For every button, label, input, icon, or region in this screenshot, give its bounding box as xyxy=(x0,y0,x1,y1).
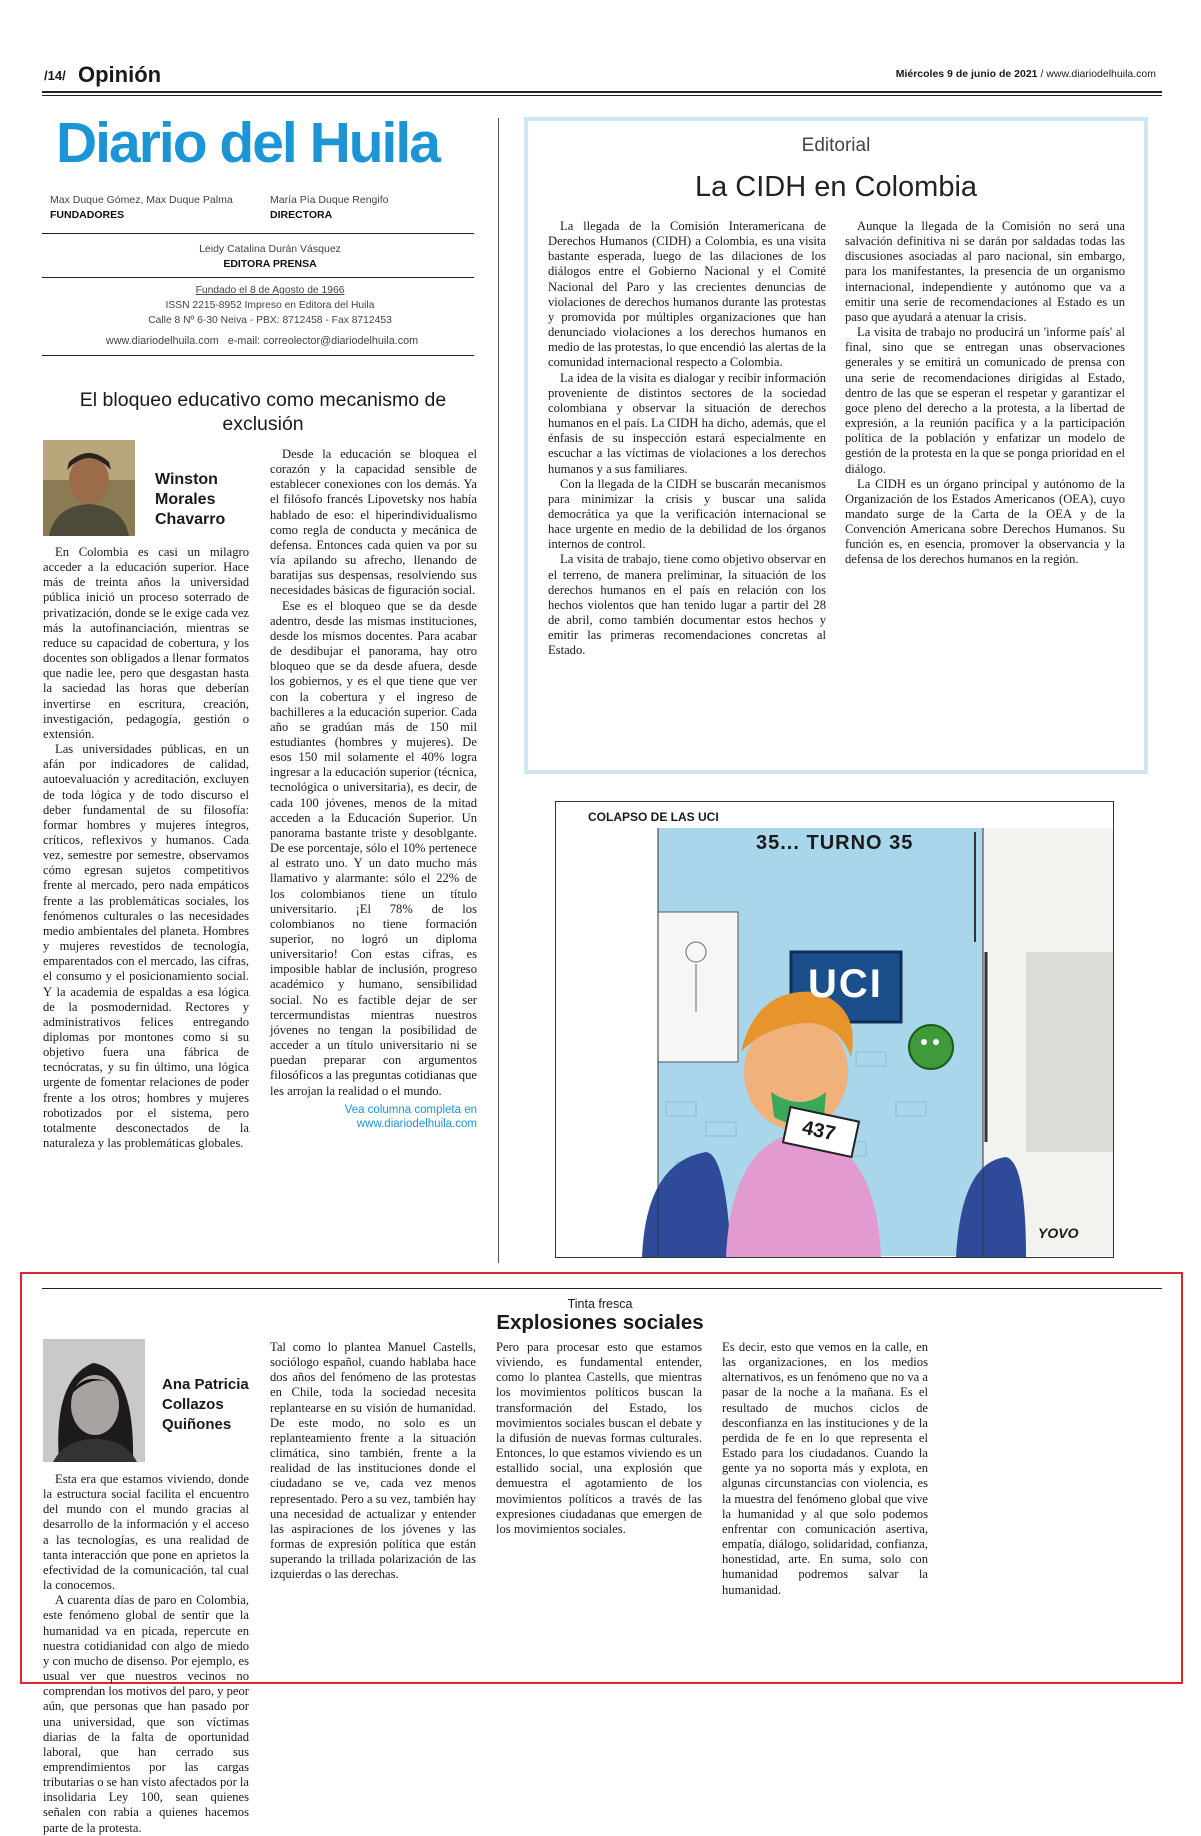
column2-title: Explosiones sociales xyxy=(496,1311,704,1334)
masthead-rule-3 xyxy=(42,355,474,356)
email-link[interactable]: e-mail: correolector@diariodelhuila.com xyxy=(227,335,419,347)
editor-label: EDITORA PRENSA xyxy=(223,258,317,270)
column1-paragraph-4: Ese es el bloqueo que se da desde adentro, desde las mismas instituciones, desde los mismos docentes. Para acabar de desdibujar el panorama, hay otro bloqueo que se da desde afuera, desde los gobiernos, y es el que tiene que ver con la cobertura y el ingreso de bachilleres a la educación superior. Cada año se gradúan más de 150 mil estudiantes (hombres y mujeres). De esos 150 mil solamente el 40% logra ingresar a la educación superior (técnica, tecnológica o universitaria), es decir, de cada 100 jóvenes, menos de la mitad acceden a la Educación Superior. Un panorama bastante triste y desoblgante. De ese porcentaje, sólo el 10% pertenece al estrato uno. Y un dato mucho más llamativo y alarmante: sólo el 22% de los colombianos tiene un título universitario. ¡El 78% de los colombianos no tiene formación superior, no logró un diploma universitario! Con estas cifras, es imposible hablar de inclusión, progreso académico y humano, sensibilidad social. No es factible dejar de ser tercermundistas mientras nuestros jóvenes no tengan la posibilidad de acceder a un título universitario ni se puedan preparar con argumentos filosóficos a las preguntas cotidianas que les arrojan la realidad o el mundo. xyxy=(270,598,477,1098)
column2-paragraph-4: Pero para procesar esto que estamos viviendo, es fundamental entender, como lo plantea Castells, que mientras los movimientos políticos buscan la transformación del Estado, los movimientos sociales buscan el debate y la difusión de nuevas formas culturales. Entonces, lo que estamos viviendo es un estallido social, una explosión que demuestra el agotamiento de los movimientos políticos a través de las expresiones ciudadanas que emergen de los movimientos sociales. xyxy=(496,1340,702,1536)
editorial-paragraph-6: La visita de trabajo no producirá un 'informe país' al final, sino que se entregan unas observaciones generales y se emitirá un comunicado de prensa con una serie de recomendaciones dirigidas al Estado, dentro de las que se esperan el respetar y garantizar el goce pleno del derecho a la protesta, a la libertad de expresión, a la reunión pacífica y a la participación política de la población y enfatizar un modelo de gestión de la protesta en la que se ponga prioridad en el diálogo. xyxy=(845,325,1125,476)
column1-more-line-2: www.diariodelhuila.com xyxy=(356,1117,477,1130)
masthead-rule-1 xyxy=(42,233,474,234)
editor-name: Leidy Catalina Durán Vásquez xyxy=(199,243,341,255)
editorial-kicker: Editorial xyxy=(801,135,871,156)
issue-date xyxy=(896,68,1156,80)
director-block xyxy=(270,194,460,221)
author-photo-winston xyxy=(43,440,135,536)
column2-top-rule xyxy=(42,1288,1162,1289)
address-line: Calle 8 Nº 6-30 Neiva - PBX: 8712458 - Fax 8712453 xyxy=(148,315,392,326)
column1-more-line-1: Vea columna completa en xyxy=(344,1103,477,1116)
issue-date-text: Miércoles 9 de junio de 2021 xyxy=(895,68,1038,80)
column2-paragraph-3: Tal como lo plantea Manuel Castells, sociólogo español, cuando hablaba hace dos años del fenómeno de las protestas en Chile, toda la sociedad necesita replantearse en su visión de humanidad. De este modo, no solo es un replanteamiento frente a la situación climática, sino también, frente a la realidad de las instituciones donde el ciudadano se ve, cada vez menos representado. Pero a su vez, también hay una necesidad de actualizar y entender las aspiraciones de los jóvenes y las formas de expresión política que están superando la trillada polarización de las izquierdas o las derechas. xyxy=(270,1340,476,1582)
issue-site: / www.diariodelhuila.com xyxy=(1040,68,1156,80)
column1-title: El bloqueo educativo como mecanismo de exclusión xyxy=(79,389,447,435)
editorial-paragraph-7: La CIDH es un órgano principal y autónomo de la Organización de los Estados Americanos (OEA), cuyo mandato surge de la Carta de la OEA y de la Convención Americana sobre Derechos Humanos. Su función es, en esencia, promover la observancia y la defensa de los derechos humanos en la región. xyxy=(845,476,1125,567)
section-title: Opinión xyxy=(78,62,162,87)
cartoon-sign-text: 35... TURNO 35 xyxy=(756,832,914,854)
header-rule xyxy=(42,91,1162,93)
founders-label: FUNDADORES xyxy=(50,209,125,221)
cartoon-door-text: UCI xyxy=(808,962,883,1006)
editorial-col-a xyxy=(548,219,826,659)
contact-line xyxy=(82,335,442,347)
web-link[interactable]: www.diariodelhuila.com xyxy=(105,335,219,347)
column1-paragraph-3: Desde la educación se bloquea el corazón y la capacidad sensible de establecer conexiones con los demás. Ya el filósofo francés Lipovetsky nos había hablado de eso: el hiperindividualismo como regla de conducta y mecánica de defensa. Entonces cada quien va por su vía apilando su afrecho, llenando de baratijas sus despensas, resolviendo sus necesidades básicas de figuración social. xyxy=(270,447,477,598)
editorial-paragraph-5: Aunque la llegada de la Comisión no será una salvación definitiva ni se darán por saldadas todas las discusiones asociadas al paro nacional, sin embargo, para los manifestantes, la presencia de un organismo internacional, independiente y autónomo que va a emitir una serie de recomendaciones al Estado es un paso que ayudará a atenuar la crisis. xyxy=(845,219,1125,324)
director-name: María Pía Duque Rengifo xyxy=(270,194,389,206)
column1-more-link[interactable] xyxy=(270,1103,477,1131)
editorial-col-b xyxy=(845,219,1125,568)
author-photo-ana xyxy=(43,1339,145,1462)
cartoon-caption: COLAPSO DE LAS UCI xyxy=(588,810,719,824)
column1-author: Winston Morales Chavarro xyxy=(155,471,226,528)
masthead-rule-2 xyxy=(42,277,474,278)
publication-info xyxy=(130,283,410,328)
founders-names: Max Duque Gómez, Max Duque Palma xyxy=(50,194,233,206)
editorial-paragraph-4: La visita de trabajo, tiene como objetivo observar en el terreno, de manera preliminar, la situación de los derechos humanos en el país en relación con los hechos violentos que han tenido lugar a partir del 28 de abril, como también documentar estos hechos y emitir las primeras recomendaciones concretas al Estado. xyxy=(548,552,826,658)
masthead-logo: Diario del Huila xyxy=(56,111,439,175)
editorial-title: La CIDH en Colombia xyxy=(694,171,978,203)
founders-block xyxy=(50,194,250,221)
editorial-box xyxy=(524,117,1148,774)
issn-line: ISSN 2215-8952 Impreso en Editora del Huila xyxy=(165,300,375,311)
column2-kicker: Tinta fresca xyxy=(567,1297,633,1311)
column2-paragraph-5: Es decir, esto que vemos en la calle, en las organizaciones, en los medios alternativos, es un fenómeno que no va a pasar de la noche a la mañana. Es el resultado de muchos ciclos de desconfianza en las instituciones y de la perdida de fe en lo que representa el Estado para los ciudadanos. Cuando la gente ya no soporta más y explota, en algunas circunstancias con violencia, es la muestra del fenómeno global que vive la humanidad y al que solo podemos enfrentar con comunicación asertiva, empatía, diálogo, solidaridad, confianza, honestidad, arte. En suma, solo con humanidad podremos salvar la humanidad. xyxy=(722,1340,928,1597)
cartoon-ticket-text: 437 xyxy=(800,1116,838,1146)
page-header xyxy=(42,62,1162,88)
director-label: DIRECTORA xyxy=(270,209,333,221)
column1-paragraph-1: En Colombia es casi un milagro acceder a la educación superior. Hace más de treinta años la universidad pública inició un proceso soterrado de privatización, donde se le exige cada vez más la autofinanciación, mientras se reduce su capacidad de cobertura, y los docentes son obligados a llenar formatos que nadie lee, pero que desgastan hasta la saciedad las horas que deberían invertirse en escritura, creación, investigación, pedagogía, gestión o extensión. xyxy=(43,545,249,741)
editorial-paragraph-3: Con la llegada de la CIDH se buscarán mecanismos para minimizar la crisis y buscar una salida democrática ya que la verificación internacional se hace urgente en medio de la debilidad de los órganos internos de control. xyxy=(548,476,826,552)
author-portrait-icon xyxy=(43,440,135,536)
header-rule-thin xyxy=(42,95,1162,96)
page-number: /14/ xyxy=(44,68,66,83)
editorial-paragraph-2: La idea de la visita es dialogar y recibir información proveniente de distintos sectores de la sociedad colombiana y observar la situación de derechos humanos en el país. La CIDH ha dicho, además, que el énfasis de su inspección estará especialmente en escuchar a las víctimas de violaciones a los derechos humanos y a sus familiares. xyxy=(548,370,826,476)
column2-col-c xyxy=(496,1340,702,1537)
cartoon-illustration xyxy=(556,802,1113,1257)
cartoon-signature: YOVO xyxy=(1038,1225,1079,1241)
column1-col-a xyxy=(43,545,249,1151)
column2-paragraph-2: A cuarenta días de paro en Colombia, este fenómeno global de sentir que la humanidad va en picada, repercute en nuestra cotidianidad con algo de miedo y con mucho de disenso. Por ejemplo, es usual ver que nuestros vecinos no comprendan los motivos del paro, y peor aún, que personas que han pasado por una universidad, que son víctimas diarias de la falta de oportunidad laboral, que han cerrado sus emprendimientos por las cargas tributarias o se han visto afectados por la insolidaria Ley 100, sean quienes señalen con rabia a quienes hacemos parte de la protesta. xyxy=(43,1593,250,1835)
column2-paragraph-1: Esta era que estamos viviendo, donde la estructura social facilita el encuentro del mundo con el mundo gracias al desarrollo de la información y el acceso a las tecnologías, es una realidad de tanta interacción que pone en aprietos la efectividad de la comunicación, tal cual la conocemos. xyxy=(43,1472,249,1593)
column1-paragraph-2: Las universidades públicas, en un afán por indicadores de calidad, autoevaluación y acreditación, excluyen de toda lógica y de todo discurso el deber fundamental de su filosofía: formar hombres y mujeres íntegros, críticos, reflexivos y humanos. Cada vez, semestre por semestre, observamos cómo egresan sujetos competitivos frente al mercado, pero nada empáticos frente a las problemáticas sociales, los fenómenos culturales o las necesidades medio ambientales del planeta. Hombres y mujeres revestidos de tecnología, emparentados con el mercado, las cifras, el consumo y el posicionamiento social. Y la academia de espaldas a esa lógica de la posmodernidad. Rectores y administrativos felices entregando diplomas por montones como si su objetivo fuera una fábrica de tecnócratas, y su fin último, una lógica urgente de fomentar relaciones de poder frente a los otros; hombres y mujeres robotizados por el sistema, pero totalmente desconectados de la naturaleza y las problemáticas globales. xyxy=(43,742,249,1151)
column2-col-a xyxy=(43,1472,249,1836)
column2-col-d xyxy=(722,1340,928,1598)
founded-line: Fundado el 8 de Agosto de 1966 xyxy=(195,285,345,296)
cartoon-frame xyxy=(555,801,1114,1258)
column2-col-b xyxy=(270,1340,476,1583)
editorial-paragraph-1: La llegada de la Comisión Interamericana de Derechos Humanos (CIDH) a Colombia, es una visita bastante esperada, luego de las dilaciones de los diálogos entre el Gobierno Nacional y el Comité Nacional del Paro y las crecientes denuncias de violaciones de derechos humanos durante las protestas y promovida por múltiples organizaciones que han denunciado violaciones a los derechos humanos en medio de las protestas, lo que encendió las alertas de la comunidad internacional respecto a Colombia. xyxy=(548,219,827,370)
author-portrait-icon xyxy=(43,1339,145,1462)
column-divider xyxy=(498,118,499,1263)
column1-col-b xyxy=(270,447,477,1131)
editor-block xyxy=(150,243,390,270)
column2-author: Ana Patricia Collazos Quiñones xyxy=(162,1376,249,1433)
